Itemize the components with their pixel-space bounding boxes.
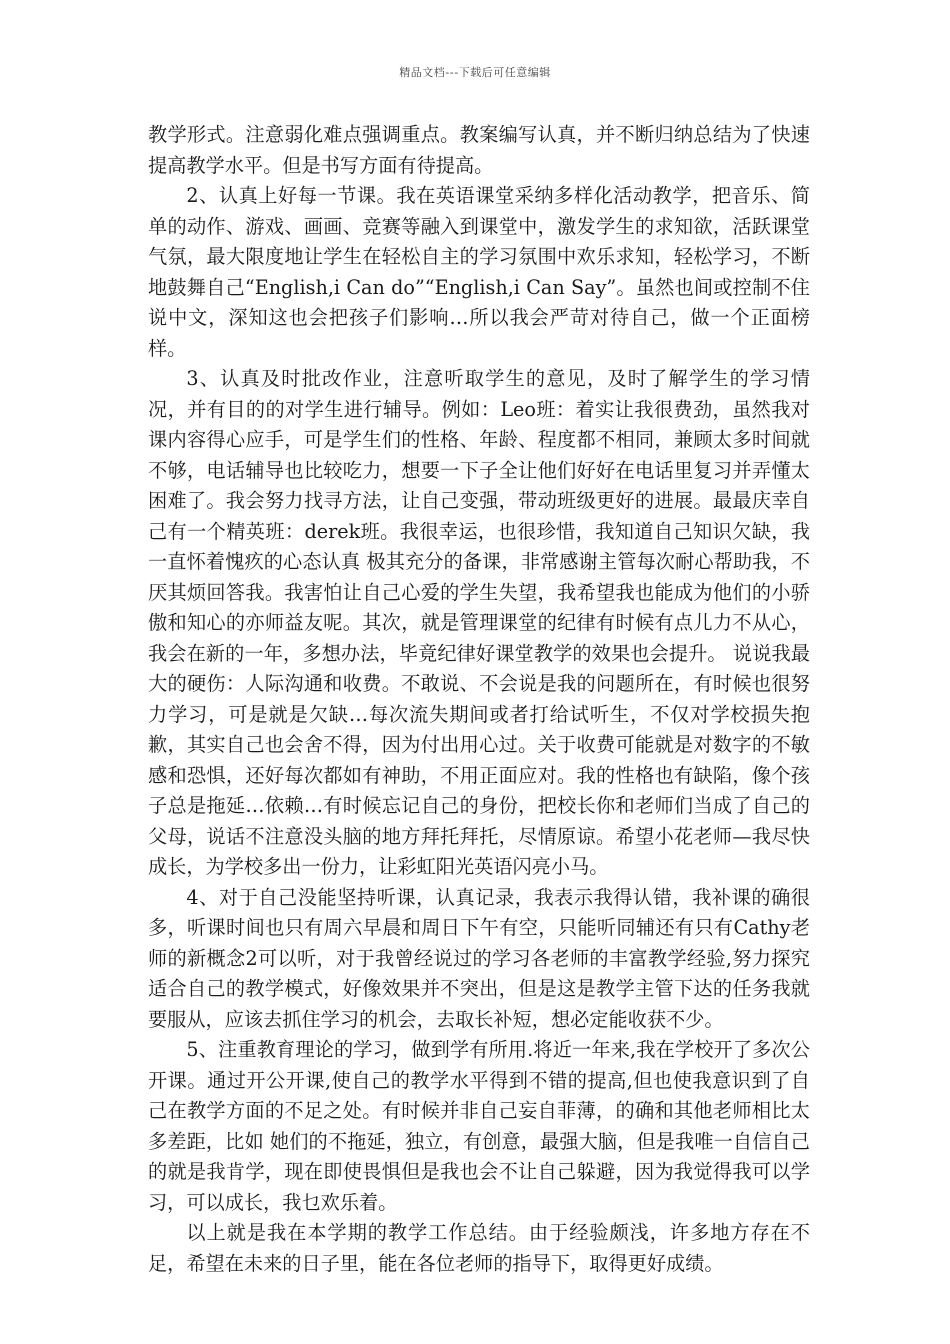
paragraph-continuation: 教学形式。注意弱化难点强调重点。教案编写认真，并不断归纳总结为了快速提高教学水平。但是书写方面有待提高。: [148, 123, 810, 177]
paragraph-conclusion: 以上就是我在本学期的教学工作总结。由于经验颇浅，许多地方存在不足，希望在未来的日子里，能在各位老师的指导下，取得更好成绩。: [148, 1221, 810, 1275]
paragraph-item-5: 5、注重教育理论的学习，做到学有所用.将近一年来,我在学校开了多次公开课。通过开公开课,使自己的教学水平得到不错的提高,但也使我意识到了自己在教学方面的不足之处。有时候并非自己妄自菲薄，的确和其他老师相比太多差距，比如 她们的不拖延，独立，有创意，最强大脑，但是我唯一自信自己的就是我肯学，现在即使畏惧但是我也会不让自己躲避，因为我觉得我可以学习，可以成长，我乜欢乐着。: [148, 1038, 810, 1214]
page-header: 精品文档---下载后可任意编辑: [399, 66, 551, 79]
paragraph-item-2: 2、认真上好每一节课。我在英语课堂采纳多样化活动教学，把音乐、简单的动作、游戏、画画、竞赛等融入到课堂中，激发学生的求知欲，活跃课堂气氛，最大限度地让学生在轻松自主的学习氛围中欢乐求知，轻松学习，不断地鼓舞自己“English,i Can do”“English,i Can Say”。虽然也间或控制不住说中文，深知这也会把孩子们影响…所以我会严苛对待自己，做一个正面榜样。: [148, 184, 810, 360]
document-body: [148, 120, 810, 1279]
paragraph-item-4: 4、对于自己没能坚持听课，认真记录，我表示我得认错，我补课的确很多，听课时间也只有周六早晨和周日下午有空，只能听同辅还有只有Cathy老师的新概念2可以听，对于我曾经说过的学习各老师的丰富教学经验,努力探究适合自己的教学模式，好像效果并不突出，但是这是教学主管下达的任务我就要服从，应该去抓住学习的机会，去取长补短，想必定能收获不少。: [148, 885, 810, 1031]
paragraph-item-3: 3、认真及时批改作业，注意听取学生的意见，及时了解学生的学习情况，并有目的的对学生进行辅导。例如：Leo班：着实让我很费劲，虽然我对课内容得心应手，可是学生们的性格、年龄、程度都不相同，兼顾太多时间就不够，电话辅导也比较吃力，想要一下子全让他们好好在电话里复习并弄懂太困难了。我会努力找寻方法，让自己变强，带动班级更好的进展。最最庆幸自己有一个精英班：derek班。我很幸运，也很珍惜，我知道自己知识欠缺，我一直怀着愧疚的心态认真 极其充分的备课，非常感谢主管每次耐心帮助我，不厌其烦回答我。我害怕让自己心爱的学生失望，我希望我也能成为他们的小骄傲和知心的亦师益友呢。其次，就是管理课堂的纪律有时候有点儿力不从心，我会在新的一年，多想办法，毕竟纪律好课堂教学的效果也会提升。 说说我最大的硬伤：人际沟通和收费。不敢说、不会说是我的问题所在，有时候也很努力学习，可是就是欠缺…每次流失期间或者打给试听生，不仅对学校损失抱歉，其实自己也会舍不得，因为付出用心过。关于收费可能就是对数字的不敏感和恐惧，还好每次都如有神助，不用正面应对。我的性格也有缺陷，像个孩子总是拖延…依赖…有时候忘记自己的身份，把校长你和老师们当成了自己的父母，说话不注意没头脑的地方拜托拜托，尽情原谅。希望小花老师—我尽快成长，为学校多出一份力，让彩虹阳光英语闪亮小马。: [148, 367, 810, 878]
